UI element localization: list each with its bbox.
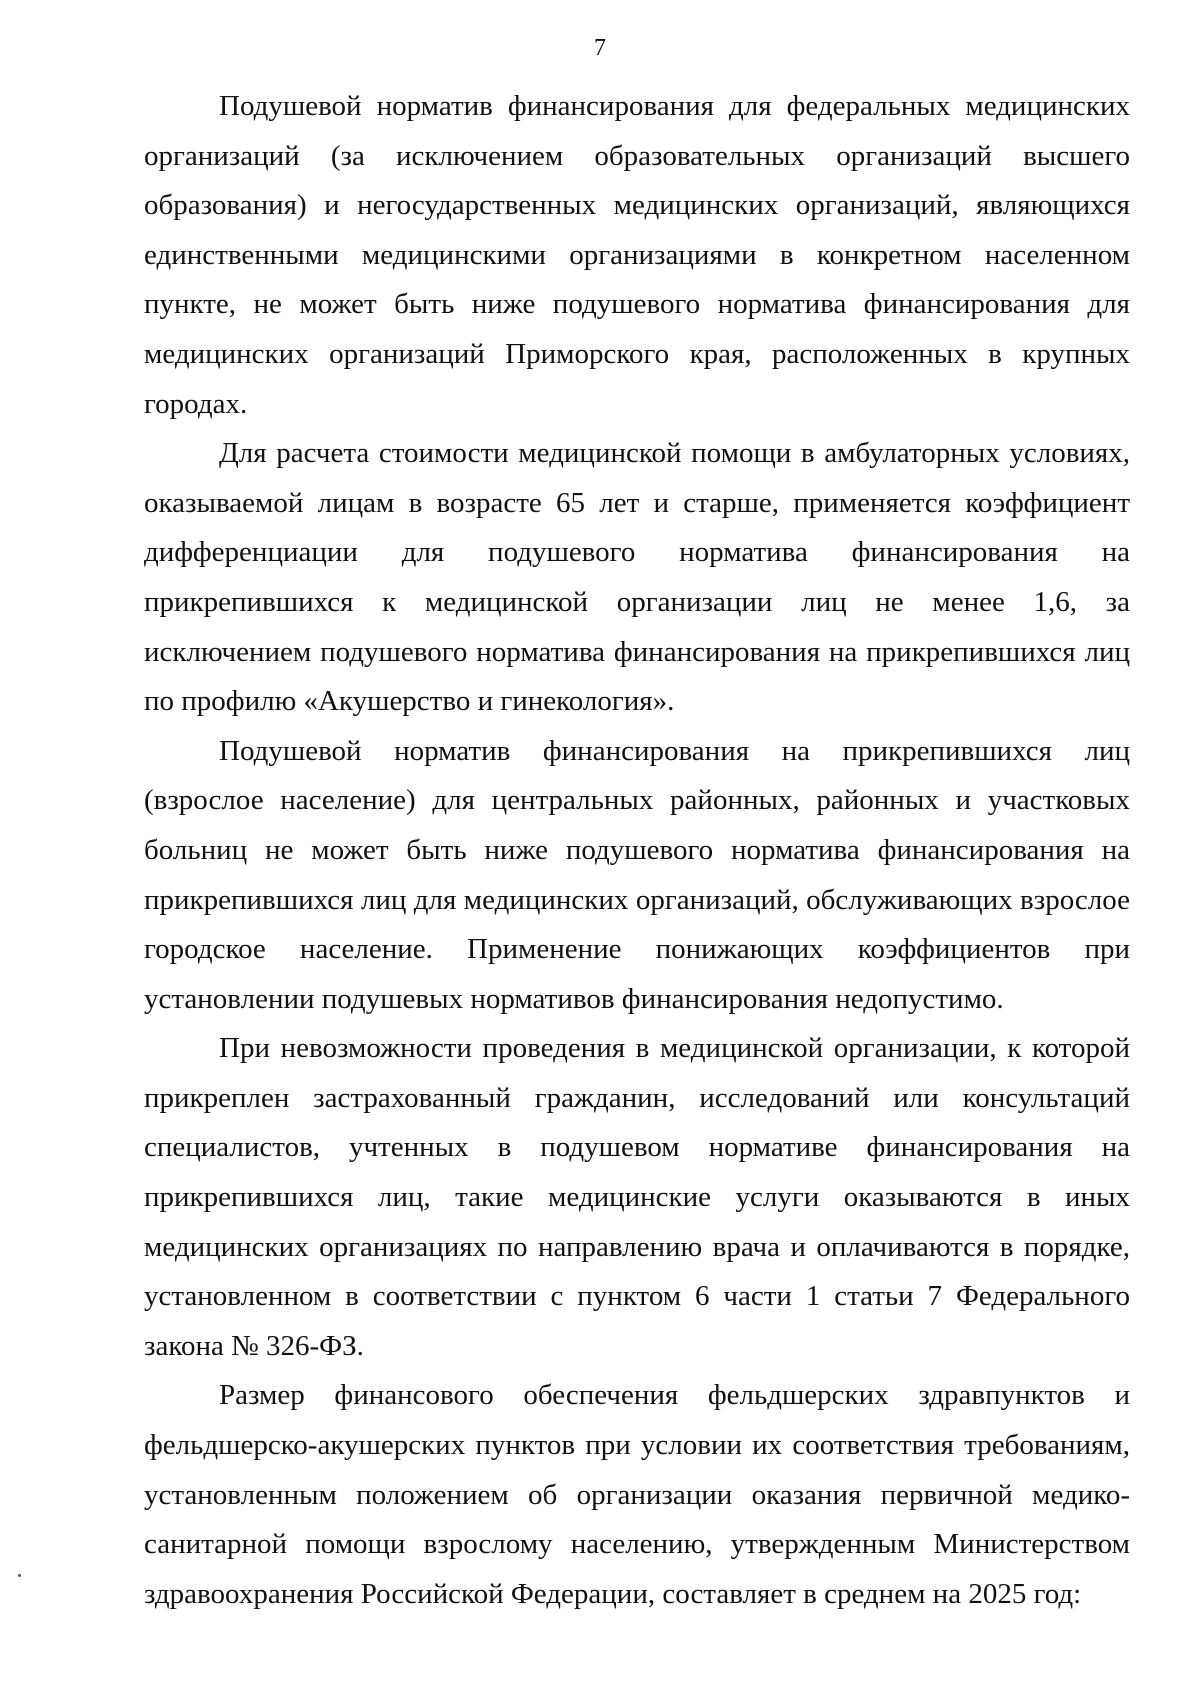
scan-dot-mark [18,1574,21,1577]
paragraph-per-capita-federal: Подушевой норматив финансирования для федеральных медицинских организаций (за исключением образовательных организаций высшего образования) и негосударственных медицинских организаций, являющихся единственными медицинскими организациями в конкретном населенном пункте, не может быть ниже подушевого норматива финансирования для медицинских организаций Приморского края, расположенных в крупных городах. [144,90,1130,420]
document-body [144,82,1130,1619]
paragraph-feldsher-points-funding: Размер финансового обеспечения фельдшерских здравпунктов и фельдшерско-акушерских пунктов при условии их соответствия требованиям, установленным положением об организации оказания первичной медико-санитарной помощи взрослому населению, утвержденным Министерством здравоохранения Российской Федерации, составляет в среднем на 2025 год: [144,1379,1130,1610]
paragraph-referral-services: При невозможности проведения в медицинской организации, к которой прикреплен застрахованный гражданин, исследований или консультаций специалистов, учтенных в подушевом нормативе финансирования на прикрепившихся лиц, такие медицинские услуги оказываются в иных медицинских организациях по направлению врача и оплачиваются в порядке, установленном в соответствии с пунктом 6 части 1 статьи 7 Федерального закона № 326-ФЗ. [144,1032,1130,1362]
paragraph-adult-population-hospitals: Подушевой норматив финансирования на прикрепившихся лиц (взрослое население) для центральных районных, районных и участковых больниц не может быть ниже подушевого норматива финансирования на прикрепившихся лиц для медицинских организаций, обслуживающих взрослое городское население. Применение понижающих коэффициентов при установлении подушевых нормативов финансирования недопустимо. [144,734,1130,1015]
page-number: 7 [594,35,606,61]
paragraph-age-65-coefficient: Для расчета стоимости медицинской помощи в амбулаторных условиях, оказываемой лицам в возрасте 65 лет и старше, применяется коэффициент дифференциации для подушевого норматива финансирования на прикрепившихся к медицинской организации лиц не менее 1,6, за исключением подушевого норматива финансирования на прикрепившихся лиц по профилю «Акушерство и гинекология». [144,437,1130,718]
